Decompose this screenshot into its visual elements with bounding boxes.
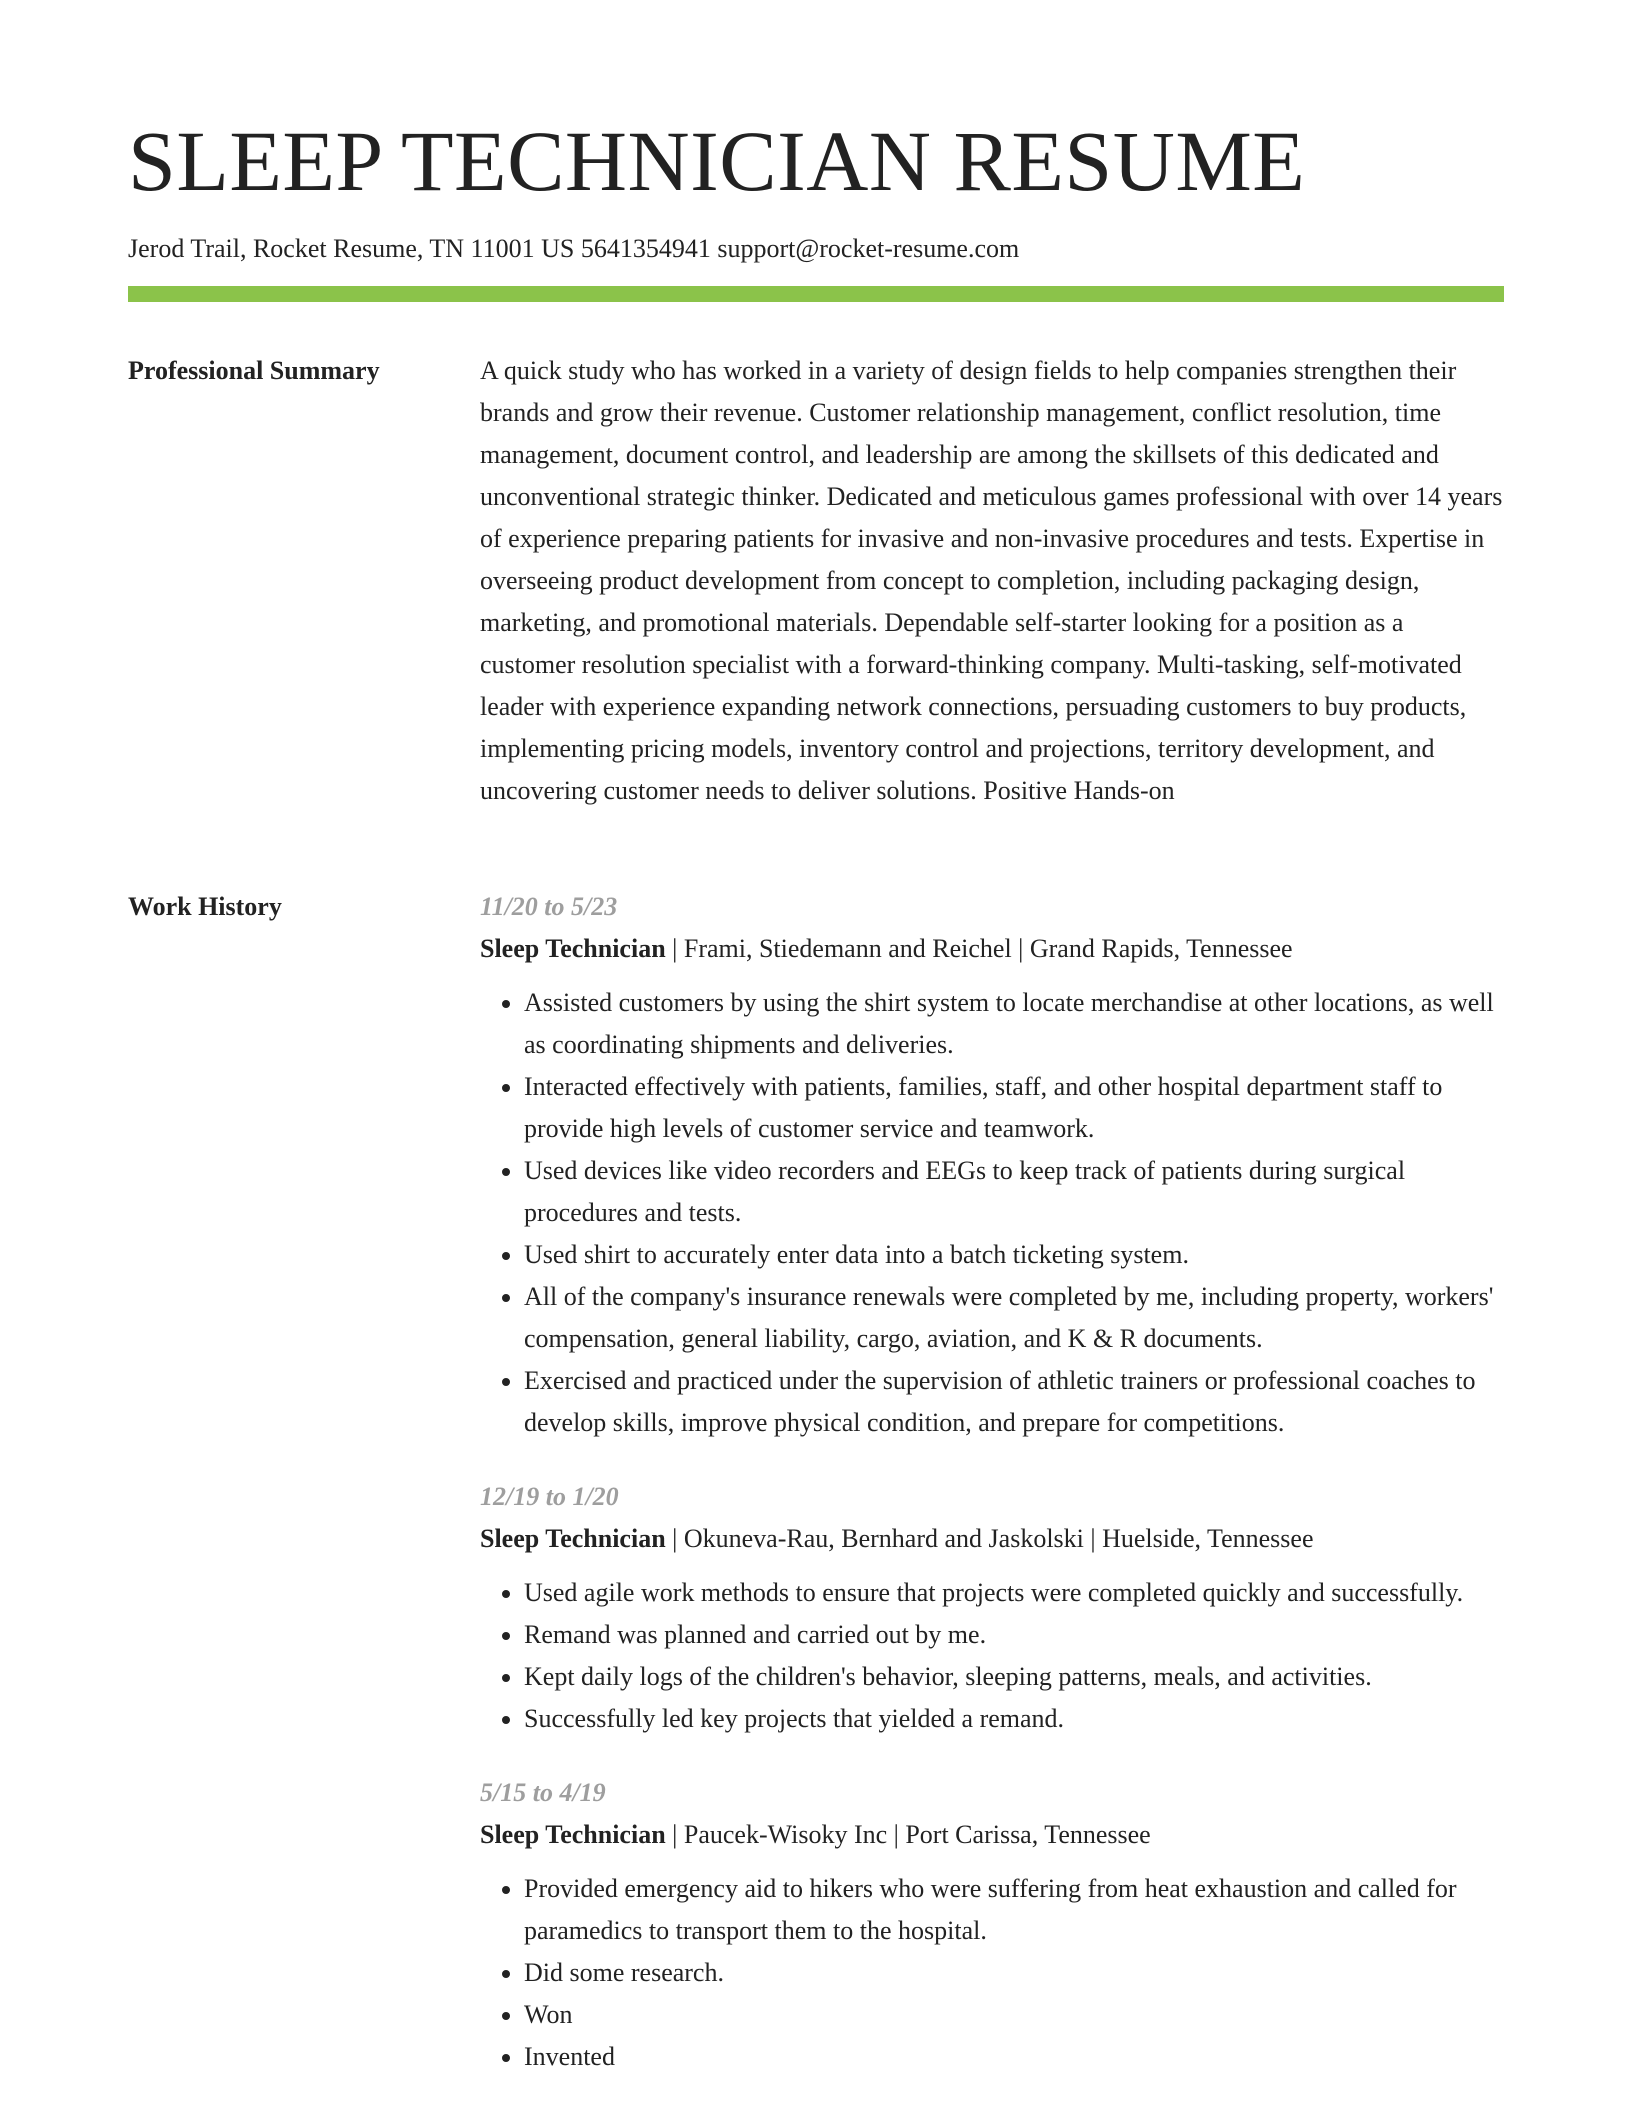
job-entry	[480, 1772, 1504, 2078]
job-details: | Okuneva-Rau, Bernhard and Jaskolski | Huelside, Tennessee	[665, 1524, 1314, 1553]
accent-divider	[128, 286, 1504, 302]
job-bullet: • Remand was planned and carried out by me.	[524, 1614, 1504, 1656]
job-bullet: • Provided emergency aid to hikers who were suffering from heat exhaustion and called for paramedics to transport them to the hospital.	[524, 1868, 1504, 1952]
job-bullets	[480, 1868, 1504, 2078]
job-bullets	[480, 982, 1504, 1444]
job-dates: 5/15 to 4/19	[480, 1778, 606, 1807]
job-heading	[480, 1518, 1504, 1560]
work-history-heading: Work History	[128, 892, 282, 921]
summary-heading: Professional Summary	[128, 356, 380, 385]
job-entry	[480, 1476, 1504, 1740]
job-title: Sleep Technician	[480, 1820, 666, 1849]
job-details: | Paucek-Wisoky Inc | Port Carissa, Tennessee	[665, 1820, 1151, 1849]
contact-line: Jerod Trail, Rocket Resume, TN 11001 US 5641354941 support@rocket-resume.com	[128, 234, 1020, 263]
summary-text: A quick study who has worked in a variety of design fields to help companies strengthen their brands and grow their revenue. Customer relationship management, conflict resolution, time management, document control, and leadership are among the skillsets of this dedicated and unconventional strategic thinker. Dedicated and meticulous games professional with over 14 years of experience preparing patients for invasive and non-invasive procedures and tests. Expertise in overseeing product development from concept to completion, including packaging design, marketing, and promotional materials. Dependable self-starter looking for a position as a customer resolution specialist with a forward-thinking company. Multi-tasking, self-motivated leader with experience expanding network connections, persuading customers to buy products, implementing pricing models, inventory control and projections, territory development, and uncovering customer needs to deliver solutions. Positive Hands-on	[480, 356, 1503, 805]
job-bullets	[480, 1572, 1504, 1740]
resume-title: SLEEP TECHNICIAN RESUME	[128, 113, 1306, 209]
job-bullet: • Kept daily logs of the children's behavior, sleeping patterns, meals, and activities.	[524, 1656, 1504, 1698]
job-details: | Frami, Stiedemann and Reichel | Grand Rapids, Tennessee	[665, 934, 1293, 963]
job-bullet: • Won	[524, 1994, 1504, 2036]
work-history-body	[480, 886, 1504, 2110]
job-title: Sleep Technician	[480, 934, 666, 963]
job-bullet: • Used agile work methods to ensure that projects were completed quickly and successfully.	[524, 1572, 1504, 1614]
job-bullet: • Successfully led key projects that yielded a remand.	[524, 1698, 1504, 1740]
job-bullet: • Did some research.	[524, 1952, 1504, 1994]
job-bullet: • Used devices like video recorders and EEGs to keep track of patients during surgical procedures and tests.	[524, 1150, 1504, 1234]
job-bullet: • All of the company's insurance renewals were completed by me, including property, workers' compensation, general liability, cargo, aviation, and K & R documents.	[524, 1276, 1504, 1360]
job-bullet: • Interacted effectively with patients, families, staff, and other hospital department staff to provide high levels of customer service and teamwork.	[524, 1066, 1504, 1150]
job-bullet: • Exercised and practiced under the supervision of athletic trainers or professional coaches to develop skills, improve physical condition, and prepare for competitions.	[524, 1360, 1504, 1444]
job-bullet: • Assisted customers by using the shirt system to locate merchandise at other locations, as well as coordinating shipments and deliveries.	[524, 982, 1504, 1066]
summary-body	[480, 350, 1504, 812]
job-bullet: • Used shirt to accurately enter data into a batch ticketing system.	[524, 1234, 1504, 1276]
job-title: Sleep Technician	[480, 1524, 666, 1553]
job-bullet: • Invented	[524, 2036, 1504, 2078]
job-dates: 12/19 to 1/20	[480, 1482, 619, 1511]
job-heading	[480, 928, 1504, 970]
job-entry	[480, 886, 1504, 1444]
job-heading	[480, 1814, 1504, 1856]
job-dates: 11/20 to 5/23	[480, 892, 618, 921]
